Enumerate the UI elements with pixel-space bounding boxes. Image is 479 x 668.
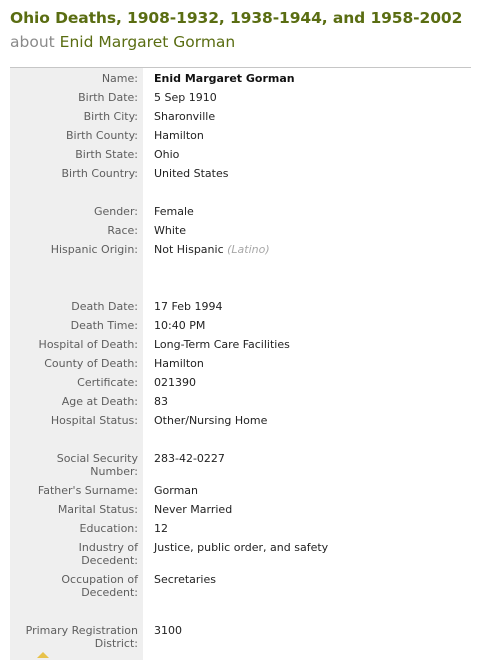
field-label: Father's Surname:: [37, 484, 138, 497]
field-label-line2: District:: [94, 637, 138, 650]
field-label: [10, 624, 138, 650]
field-value: Other/Nursing Home: [154, 414, 268, 427]
field-value: Ohio: [154, 148, 180, 161]
field-label: Birth Date:: [78, 91, 138, 104]
field-label: Name:: [101, 72, 138, 85]
field-label: Education:: [79, 522, 138, 535]
field-value: White: [154, 224, 186, 237]
field-label-line2: Decedent:: [81, 586, 138, 599]
field-value: 283-42-0227: [154, 452, 225, 465]
field-value: Gorman: [154, 484, 199, 497]
field-label: Gender:: [93, 205, 138, 218]
field-label: Birth City:: [83, 110, 138, 123]
field-label: Birth Country:: [61, 167, 138, 180]
chevron-up-icon[interactable]: [37, 652, 49, 658]
field-value: Long-Term Care Facilities: [154, 338, 290, 351]
field-label: Hospital Status:: [50, 414, 138, 427]
field-value: Justice, public order, and safety: [154, 541, 329, 554]
field-value: Sharonville: [154, 110, 216, 123]
field-value: 3100: [154, 624, 182, 637]
record-title: Ohio Deaths, 1908-1932, 1938-1944, and 1958-2002: [10, 9, 463, 27]
field-label: Death Time:: [70, 319, 138, 332]
field-label: [10, 452, 138, 478]
field-value: [154, 243, 469, 256]
field-value: Secretaries: [154, 573, 216, 586]
field-value: 17 Feb 1994: [154, 300, 223, 313]
field-label: Age at Death:: [61, 395, 138, 408]
field-value: Female: [154, 205, 194, 218]
field-label: Race:: [107, 224, 138, 237]
field-label-line1: Industry of: [78, 541, 138, 554]
field-label: Birth County:: [66, 129, 138, 142]
field-value: 83: [154, 395, 168, 408]
hispanic-origin-value: Not Hispanic: [154, 243, 224, 256]
field-label: [10, 541, 138, 567]
field-value: 021390: [154, 376, 196, 389]
field-value: United States: [154, 167, 229, 180]
field-label: Certificate:: [77, 376, 138, 389]
about-prefix: about: [10, 33, 55, 51]
field-label: Marital Status:: [57, 503, 138, 516]
field-value: Hamilton: [154, 129, 204, 142]
field-value: 5 Sep 1910: [154, 91, 217, 104]
field-value: 10:40 PM: [154, 319, 206, 332]
field-label: Hispanic Origin:: [50, 243, 138, 256]
field-label: Birth State:: [75, 148, 138, 161]
field-label-line2: Number:: [90, 465, 138, 478]
field-value: Hamilton: [154, 357, 204, 370]
field-value: 12: [154, 522, 168, 535]
field-value: Never Married: [154, 503, 233, 516]
field-label-line1: Primary Registration: [25, 624, 138, 637]
field-label: Hospital of Death:: [38, 338, 138, 351]
field-label: [10, 573, 138, 599]
field-label-line1: Occupation of: [61, 573, 138, 586]
hispanic-origin-note: (Latino): [227, 243, 270, 256]
field-label-line2: Decedent:: [81, 554, 138, 567]
field-value: Enid Margaret Gorman: [154, 72, 295, 85]
field-label: Death Date:: [71, 300, 138, 313]
field-label-line1: Social Security: [56, 452, 138, 465]
person-name-link[interactable]: Enid Margaret Gorman: [59, 33, 236, 51]
field-label: County of Death:: [44, 357, 138, 370]
